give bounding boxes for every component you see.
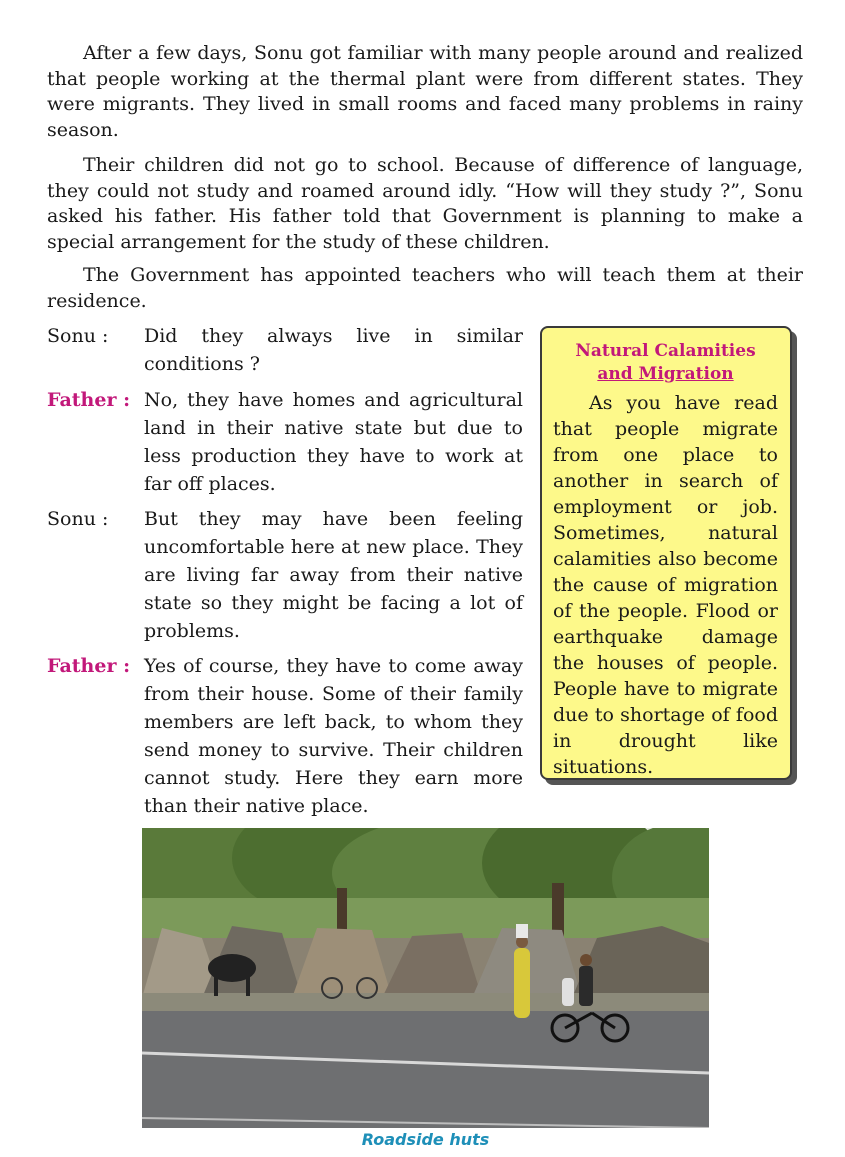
- dialogue-line-2: [47, 386, 523, 498]
- paragraph-2: Their children did not go to school. Because of difference of language, they could not study and roamed around idly. “How will they study ?”, Sonu asked his father. His father told that Government is planning to make a special arrangement for the study of these children.: [47, 154, 803, 253]
- speech-text: No, they have homes and agricultural land in their native state but due to less production they have to work at far off places.: [144, 389, 523, 495]
- info-box-title: [553, 340, 778, 386]
- photo-illustration: [142, 828, 709, 1128]
- speech-text: Yes of course, they have to come away from their house. Some of their family members are left back, to whom they send money to survive. Their children cannot study. Here they earn more than their native place.: [144, 655, 523, 817]
- info-box: [540, 326, 792, 780]
- dialogue-line-1: [47, 322, 523, 378]
- speaker-father: Father :: [47, 389, 131, 411]
- info-box-text: As you have read that people migrate from one place to another in search of employment or job. Sometimes, natural calamities also become the cause of migration of the people. Flood or earthquake damage the houses of people. People have to migrate due to shortage of food in drought like situations.: [553, 392, 778, 778]
- dialogue-line-4: [47, 652, 523, 820]
- speaker-sonu: Sonu :: [47, 508, 109, 530]
- speaker-sonu: Sonu :: [47, 325, 109, 347]
- photo-caption: Roadside huts: [361, 1130, 490, 1149]
- info-box-title-line-1: Natural Calamities: [575, 341, 756, 361]
- dialogue-line-3: [47, 505, 523, 645]
- speaker-father: Father :: [47, 655, 131, 677]
- speech-text: But they may have been feeling uncomfortable here at new place. They are living far away from their native state so they might be facing a lot of problems.: [144, 508, 523, 642]
- roadside-huts-photo: [142, 828, 709, 1128]
- info-box-title-line-2: and Migration: [597, 364, 734, 384]
- paragraph-1: After a few days, Sonu got familiar with many people around and realized that people working at the thermal plant were from different states. They were migrants. They lived in small rooms and faced many problems in rainy season.: [47, 42, 803, 141]
- speech-text: Did they always live in similar conditions ?: [144, 325, 523, 375]
- paragraph-3: The Government has appointed teachers who will teach them at their residence.: [47, 264, 803, 312]
